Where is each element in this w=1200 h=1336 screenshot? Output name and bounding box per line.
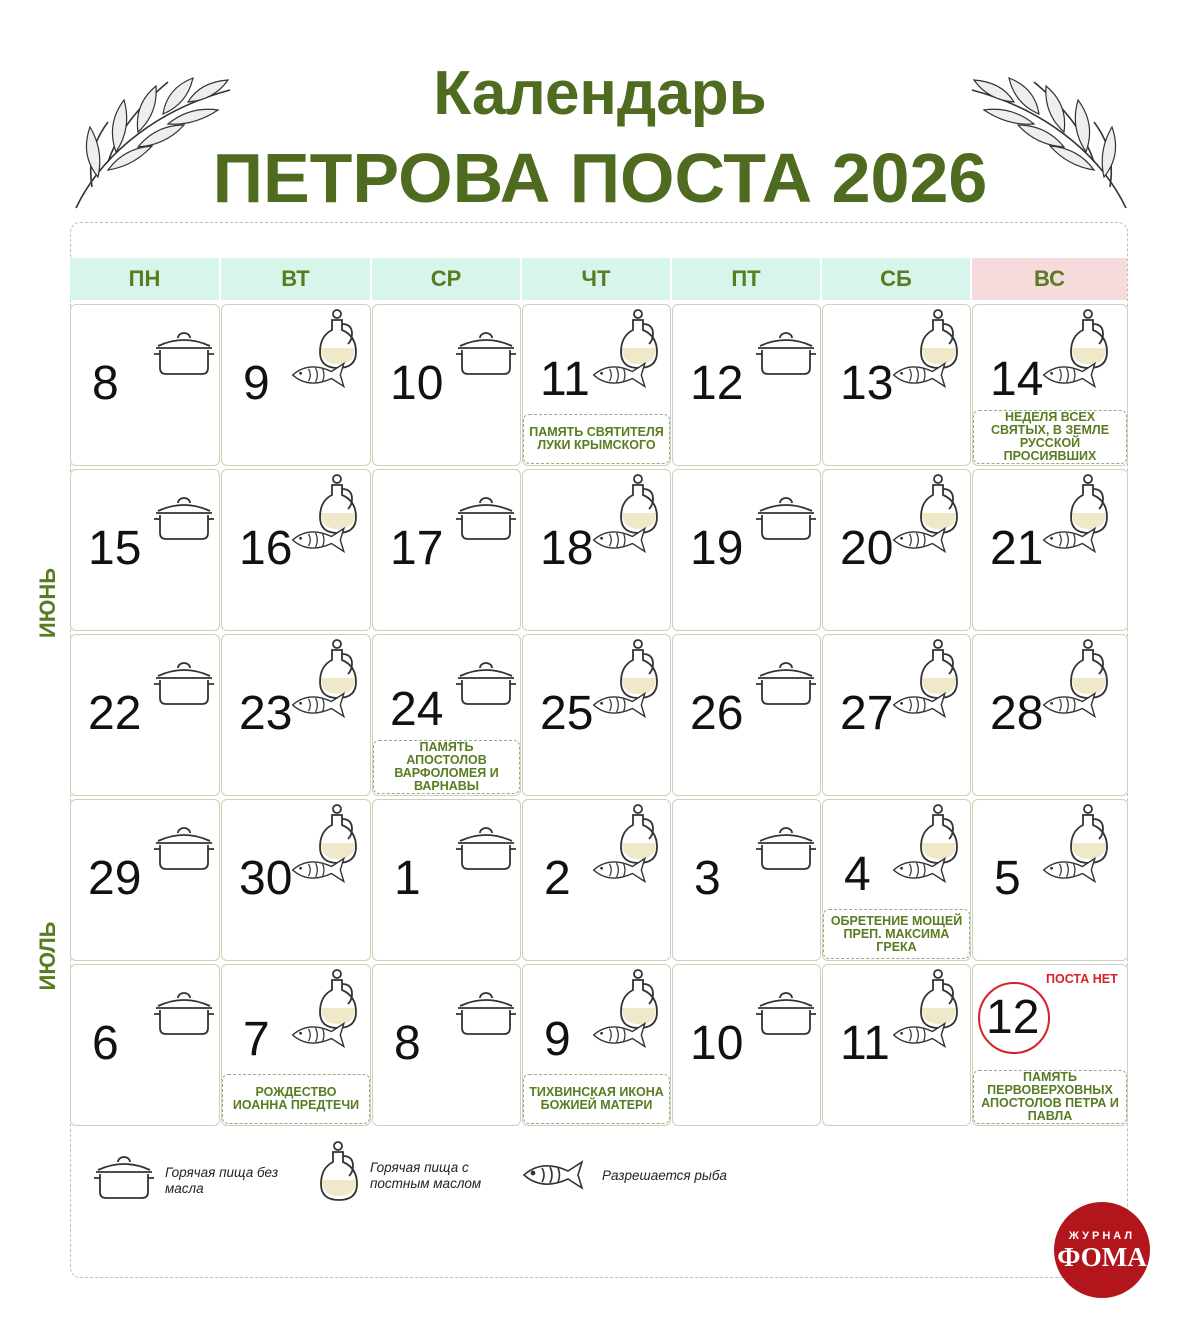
day-number: 8 [394, 1017, 421, 1070]
fish-icon [287, 1020, 353, 1050]
pot-icon [754, 493, 818, 543]
day-number: 10 [690, 1017, 744, 1070]
fish-icon [588, 1020, 654, 1050]
weekday-6: ВС [972, 258, 1127, 300]
month-label-june: ИЮНЬ [35, 567, 60, 639]
pot-icon [754, 823, 818, 873]
fish-icon [1038, 360, 1104, 390]
fish-icon [1038, 855, 1104, 885]
weekday-1: ВТ [221, 258, 370, 300]
fish-icon [888, 525, 954, 555]
day-number: 16 [239, 522, 293, 575]
feast-note: ТИХВИНСКАЯ ИКОНА БОЖИЕЙ МАТЕРИ [523, 1074, 670, 1124]
pot-icon [92, 1152, 156, 1202]
logo-foma-text: ФОМА [1057, 1242, 1147, 1272]
right-branch-decoration [964, 52, 1134, 212]
pot-icon [454, 493, 518, 543]
pot-icon [454, 988, 518, 1038]
day-number: 15 [88, 522, 142, 575]
day-number: 21 [990, 522, 1044, 575]
day-number: 5 [994, 852, 1021, 905]
pot-icon [152, 658, 216, 708]
weekday-4: ПТ [672, 258, 820, 300]
feast-note: ПАМЯТЬ ПЕРВОВЕРХОВНЫХ АПОСТОЛОВ ПЕТРА И ПАВЛА [973, 1070, 1127, 1124]
fish-icon [588, 690, 654, 720]
fish-icon [888, 690, 954, 720]
title-line-1: Календарь [433, 59, 767, 128]
pot-icon [152, 493, 216, 543]
fish-icon [888, 1020, 954, 1050]
day-number: 18 [540, 522, 594, 575]
day-number: 22 [88, 687, 142, 740]
pot-icon [754, 658, 818, 708]
day-number: 20 [840, 522, 894, 575]
day-number: 6 [92, 1017, 119, 1070]
day-number: 3 [694, 852, 721, 905]
day-number: 8 [92, 357, 119, 410]
legend-fish-text: Разрешается рыба [602, 1168, 727, 1183]
fish-icon [1038, 525, 1104, 555]
day-number: 11 [840, 1017, 890, 1070]
fish-icon [588, 855, 654, 885]
day-number: 4 [844, 848, 871, 901]
feast-note: ПАМЯТЬ АПОСТОЛОВ ВАРФОЛОМЕЯ И ВАРНАВЫ [373, 740, 520, 794]
no-fast-badge: ПОСТА НЕТ [1046, 972, 1118, 986]
pot-icon [754, 988, 818, 1038]
day-number: 12 [986, 991, 1040, 1044]
day-number: 13 [840, 357, 894, 410]
day-number: 9 [243, 357, 270, 410]
left-branch-decoration [68, 52, 238, 212]
foma-logo [1054, 1202, 1150, 1298]
pot-icon [754, 328, 818, 378]
pot-icon [454, 658, 518, 708]
day-number: 9 [544, 1013, 571, 1066]
title-line-2: ПЕТРОВА ПОСТА 2026 [212, 139, 988, 217]
fish-icon [588, 360, 654, 390]
day-number: 26 [690, 687, 744, 740]
fish-icon [287, 525, 353, 555]
day-number: 28 [990, 687, 1044, 740]
fish-icon [287, 690, 353, 720]
day-number: 14 [990, 353, 1044, 406]
day-number: 25 [540, 687, 594, 740]
day-number: 23 [239, 687, 293, 740]
oil-bottle-icon [318, 1140, 360, 1204]
fish-icon [888, 855, 954, 885]
legend-pot-text: Горячая пища без масла [165, 1165, 279, 1196]
day-number: 29 [88, 852, 142, 905]
pot-icon [152, 328, 216, 378]
feast-note: НЕДЕЛЯ ВСЕХ СВЯТЫХ, В ЗЕМЛЕ РУССКОЙ ПРОСИЯВШИХ [973, 410, 1127, 464]
day-number: 10 [390, 357, 444, 410]
fish-icon [520, 1158, 590, 1192]
day-number: 12 [690, 357, 744, 410]
feast-note: РОЖДЕСТВО ИОАННА ПРЕДТЕЧИ [222, 1074, 370, 1124]
fish-icon [287, 360, 353, 390]
weekday-0: ПН [70, 258, 219, 300]
feast-day-circle [978, 982, 1050, 1054]
day-number: 1 [394, 852, 421, 905]
day-number: 27 [840, 687, 894, 740]
weekday-2: СР [372, 258, 520, 300]
pot-icon [152, 823, 216, 873]
day-number: 24 [390, 683, 444, 736]
day-number: 11 [540, 353, 590, 406]
month-label-july: ИЮЛЬ [35, 921, 60, 991]
day-number: 30 [239, 852, 293, 905]
day-number: 19 [690, 522, 744, 575]
day-number: 7 [243, 1013, 270, 1066]
legend-oil-text: Горячая пища с постным маслом [370, 1160, 482, 1191]
fish-icon [588, 525, 654, 555]
feast-note: ПАМЯТЬ СВЯТИТЕЛЯ ЛУКИ КРЫМСКОГО [523, 414, 670, 464]
pot-icon [152, 988, 216, 1038]
logo-journal-text: ЖУРНАЛ [1068, 1230, 1136, 1242]
fish-icon [287, 855, 353, 885]
fish-icon [1038, 690, 1104, 720]
pot-icon [454, 823, 518, 873]
feast-note: ОБРЕТЕНИЕ МОЩЕЙ ПРЕП. МАКСИМА ГРЕКА [823, 909, 970, 959]
weekday-3: ЧТ [522, 258, 670, 300]
pot-icon [454, 328, 518, 378]
day-number: 2 [544, 852, 571, 905]
day-number: 17 [390, 522, 444, 575]
weekday-5: СБ [822, 258, 970, 300]
fish-icon [888, 360, 954, 390]
